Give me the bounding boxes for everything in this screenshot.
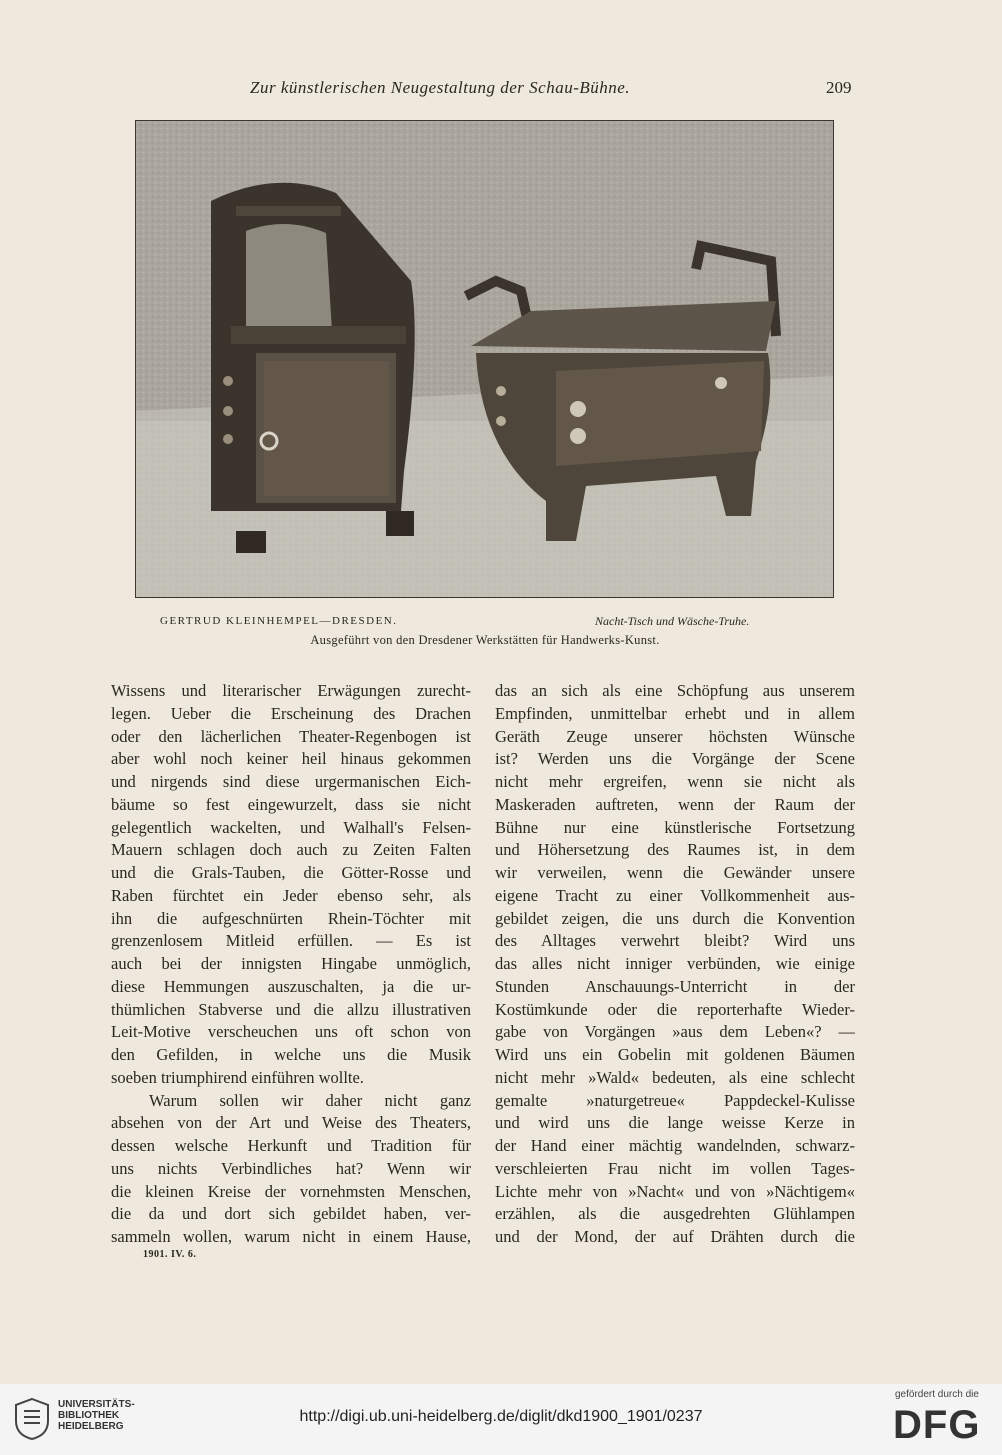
text-line: auch bei der innigsten Hingabe unmöglich, bbox=[111, 954, 471, 973]
text-line: verschleierten Frau nicht im vollen Tages- bbox=[495, 1158, 855, 1178]
text-line: und Höhersetzung des Raumes ist, in dem bbox=[495, 840, 855, 860]
text-line: das an sich als eine Schöpfung aus unserem bbox=[495, 681, 855, 700]
text-line: aber wohl noch keiner heil hinaus gekommen bbox=[111, 749, 471, 769]
page-number: 209 bbox=[826, 78, 852, 97]
text-line: Bühne nur eine künstlerische Fortsetzung bbox=[495, 817, 855, 837]
text-line: die da und dort sich gebildet haben, ver- bbox=[111, 1204, 471, 1224]
permalink-url[interactable]: http://digi.ub.uni-heidelberg.de/diglit/dkd1900_1901/0237 bbox=[299, 1408, 703, 1425]
furniture-photograph bbox=[135, 120, 834, 598]
text-line: des Alltages verwehrt bleibt? Wird uns bbox=[495, 931, 855, 951]
text-line: Warum sollen wir daher nicht ganz bbox=[149, 1090, 471, 1110]
text-line: Leit-Motive verscheuchen uns oft schon von bbox=[111, 1022, 471, 1042]
text-line: eigene Tracht zu einer Vollkommenheit aus- bbox=[495, 885, 855, 905]
text-line: gabe von Vorgängen »aus dem Leben«? — bbox=[495, 1022, 855, 1042]
figure-caption-artist: GERTRUD KLEINHEMPEL—DRESDEN. bbox=[160, 615, 398, 627]
text-line: das alles nicht inniger verbünden, wie einige bbox=[495, 954, 855, 973]
text-line: oder den lächerlichen Theater-Regenbogen ist bbox=[111, 726, 471, 746]
text-line: bäume so fest eingewurzelt, dass sie nicht bbox=[111, 794, 471, 814]
text-line: die kleinen Kreise der vornehmsten Menschen, bbox=[111, 1181, 471, 1201]
dfg-logo: DFG bbox=[893, 1403, 981, 1447]
text-line: gelegentlich wackelten, und Walhall's Felsen- bbox=[111, 817, 471, 837]
library-name: UNIVERSITÄTS- BIBLIOTHEK HEIDELBERG bbox=[58, 1399, 135, 1432]
text-line: Lichte mehr von »Nacht« und von »Nächtigem« bbox=[495, 1181, 855, 1201]
text-line: und der Mond, der auf Drähten durch die bbox=[495, 1227, 855, 1246]
text-line: soeben triumphirend einführen wollte. bbox=[111, 1067, 364, 1087]
printer-signature: 1901. IV. 6. bbox=[143, 1249, 197, 1260]
text-line: den Gefilden, in welche uns die Musik bbox=[111, 1045, 471, 1064]
text-line: Wird uns ein Gobelin mit goldenen Bäumen bbox=[495, 1045, 855, 1064]
text-line: Wissens und literarischer Erwägungen zurecht- bbox=[111, 681, 471, 700]
funded-by-label: gefördert durch die bbox=[895, 1389, 979, 1400]
text-line: Stunden Anschauungs-Unterricht in der bbox=[495, 976, 855, 996]
text-line: Geräth Zeuge unserer höchsten Wünsche bbox=[495, 726, 855, 746]
text-line: und nirgends sind diese urgermanischen Eich- bbox=[111, 772, 471, 791]
text-line: wir verweilen, wenn die Gewänder unsere bbox=[495, 863, 855, 882]
text-line: absehen von der Art und Weise des Theaters, bbox=[111, 1113, 471, 1133]
text-line: nicht mehr ergreifen, wenn sie nicht als bbox=[495, 772, 855, 791]
text-line: thümlichen Stabverse und die allzu illustrativen bbox=[111, 999, 471, 1019]
text-line: und wird uns die lange weisse Kerze in bbox=[495, 1113, 855, 1133]
text-line: dessen welsche Herkunft und Tradition für bbox=[111, 1136, 471, 1155]
text-line: Kostümkunde oder die reporterhafte Wieder- bbox=[495, 999, 855, 1019]
text-line: sammeln wollen, warum nicht in einem Hause, bbox=[111, 1227, 471, 1246]
text-column-right bbox=[495, 680, 855, 1249]
figure-caption-title: Nacht-Tisch und Wäsche-Truhe. bbox=[595, 614, 750, 628]
text-line: nicht mehr »Wald« bedeuten, als eine schlecht bbox=[495, 1067, 855, 1087]
text-line: erzählen, als die ausgedrehten Glühlampen bbox=[495, 1204, 855, 1224]
figure-caption-credit: Ausgeführt von den Dresdener Werkstätten für Handwerks-Kunst. bbox=[310, 633, 660, 647]
text-line: und die Grals-Tauben, die Götter-Rosse und bbox=[111, 863, 471, 882]
text-line: legen. Ueber die Erscheinung des Drachen bbox=[111, 703, 471, 723]
text-line: Raben fürchtet ein Jeder ebenso sehr, als bbox=[111, 885, 471, 905]
text-line: gemalte »naturgetreue« Pappdeckel-Kulisse bbox=[495, 1090, 855, 1110]
text-line: Mauern schlagen doch auch zu Zeiten Falten bbox=[111, 840, 471, 860]
text-line: der Hand einer mächtig wandelnden, schwarz- bbox=[495, 1136, 855, 1155]
text-line: Maskeraden auftreten, wenn der Raum der bbox=[495, 794, 855, 814]
running-header bbox=[0, 78, 1002, 102]
text-line: uns nichts Verbindliches hat? Wenn wir bbox=[111, 1158, 471, 1178]
text-line: ihn die aufgeschnürten Rhein-Töchter mit bbox=[111, 908, 471, 928]
text-line: gebildet zeigen, die uns durch die Konvention bbox=[495, 908, 855, 928]
text-line: Empfinden, unmittelbar erhebt und in allem bbox=[495, 703, 855, 723]
text-column-left bbox=[111, 680, 471, 1249]
text-line: ist? Werden uns die Vorgänge der Scene bbox=[495, 749, 855, 769]
text-line: diese Hemmungen auszuschalten, ja die ur- bbox=[111, 976, 471, 996]
digitization-footer bbox=[0, 1384, 1002, 1455]
running-title: Zur künstlerischen Neugestaltung der Schau-Bühne. bbox=[250, 78, 631, 97]
text-line: grenzenlosem Mitleid erfüllen. — Es ist bbox=[111, 931, 471, 951]
